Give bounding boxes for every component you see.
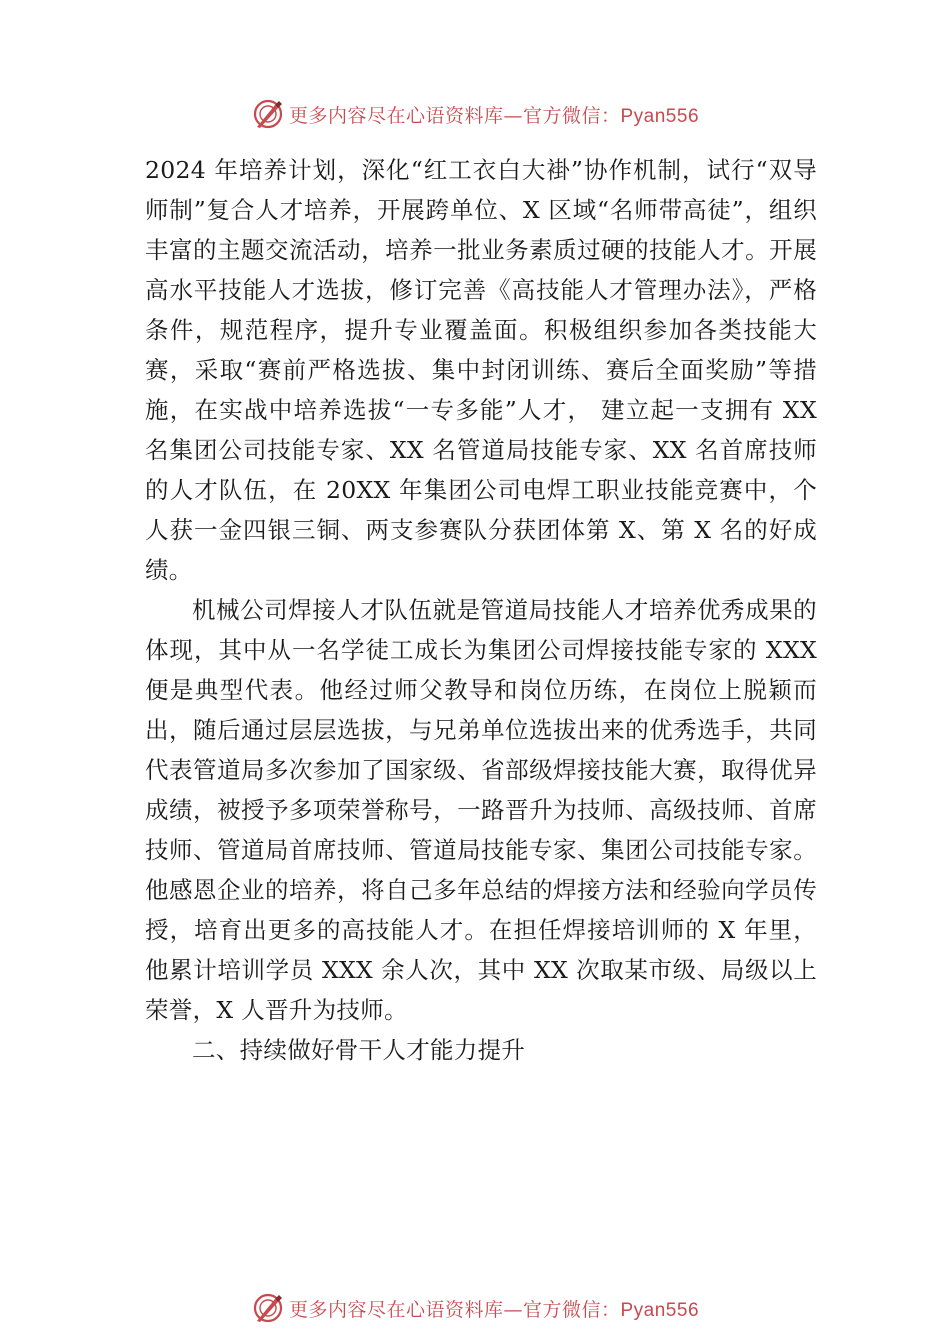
document-body xyxy=(145,150,817,1070)
section-heading: 二、持续做好骨干人才能力提升 xyxy=(192,1036,526,1064)
pen-logo-icon xyxy=(251,97,285,131)
paragraph-welding-talent: 机械公司焊接人才队伍就是管道局技能人才培养优秀成果的体现，其中从一名学徒工成长为集团公司焊接技能专家的 XXX 便是典型代表。他经过师父教导和岗位历练，在岗位上脱颖而出，随后通过层层选拔，与兄弟单位选拔出来的优秀选手，共同代表管道局多次参加了国家级、省部级焊接技能大赛，取得优异成绩，被授予多项荣誉称号，一路晋升为技师、高级技师、首席技师、管道局首席技师、管道局技能专家、集团公司技能专家。他感恩企业的培养，将自己多年总结的焊接方法和经验向学员传授，培育出更多的高技能人才。在担任焊接培训师的 X 年里，他累计培训学员 XXX 余人次，其中 XX 次取某市级、局级以上荣誉，X 人晋升为技师。 xyxy=(145,596,817,1024)
footer-wechat-id: Pyan556 xyxy=(620,1299,700,1321)
footer-banner xyxy=(0,1288,950,1328)
footer-banner-text: 更多内容尽在心语资料库—官方微信：Pyan556 xyxy=(288,1298,700,1321)
pen-logo-icon xyxy=(251,1291,285,1325)
header-banner-text: 更多内容尽在心语资料库—官方微信：Pyan556 xyxy=(288,104,700,127)
paragraph-training-plan: 2024 年培养计划，深化“红工衣白大褂”协作机制，试行“双导师制”复合人才培养，开展跨单位、X 区域“名师带高徒”，组织丰富的主题交流活动，培养一批业务素质过硬的技能人才。开展高水平技能人才选拔，修订完善《高技能人才管理办法》，严格条件，规范程序，提升专业覆盖面。积极组织参加各类技能大赛，采取“赛前严格选拔、集中封闭训练、赛后全面奖励”等措施，在实战中培养选拔“一专多能”人才， 建立起一支拥有 XX 名集团公司技能专家、XX 名管道局技能专家、XX 名首席技师的人才队伍，在 20XX 年集团公司电焊工职业技能竞赛中，个人获一金四银三铜、两支参赛队分获团体第 X、第 X 名的好成绩。 xyxy=(145,156,817,584)
header-wechat-id: Pyan556 xyxy=(620,105,700,127)
header-banner xyxy=(0,94,950,134)
